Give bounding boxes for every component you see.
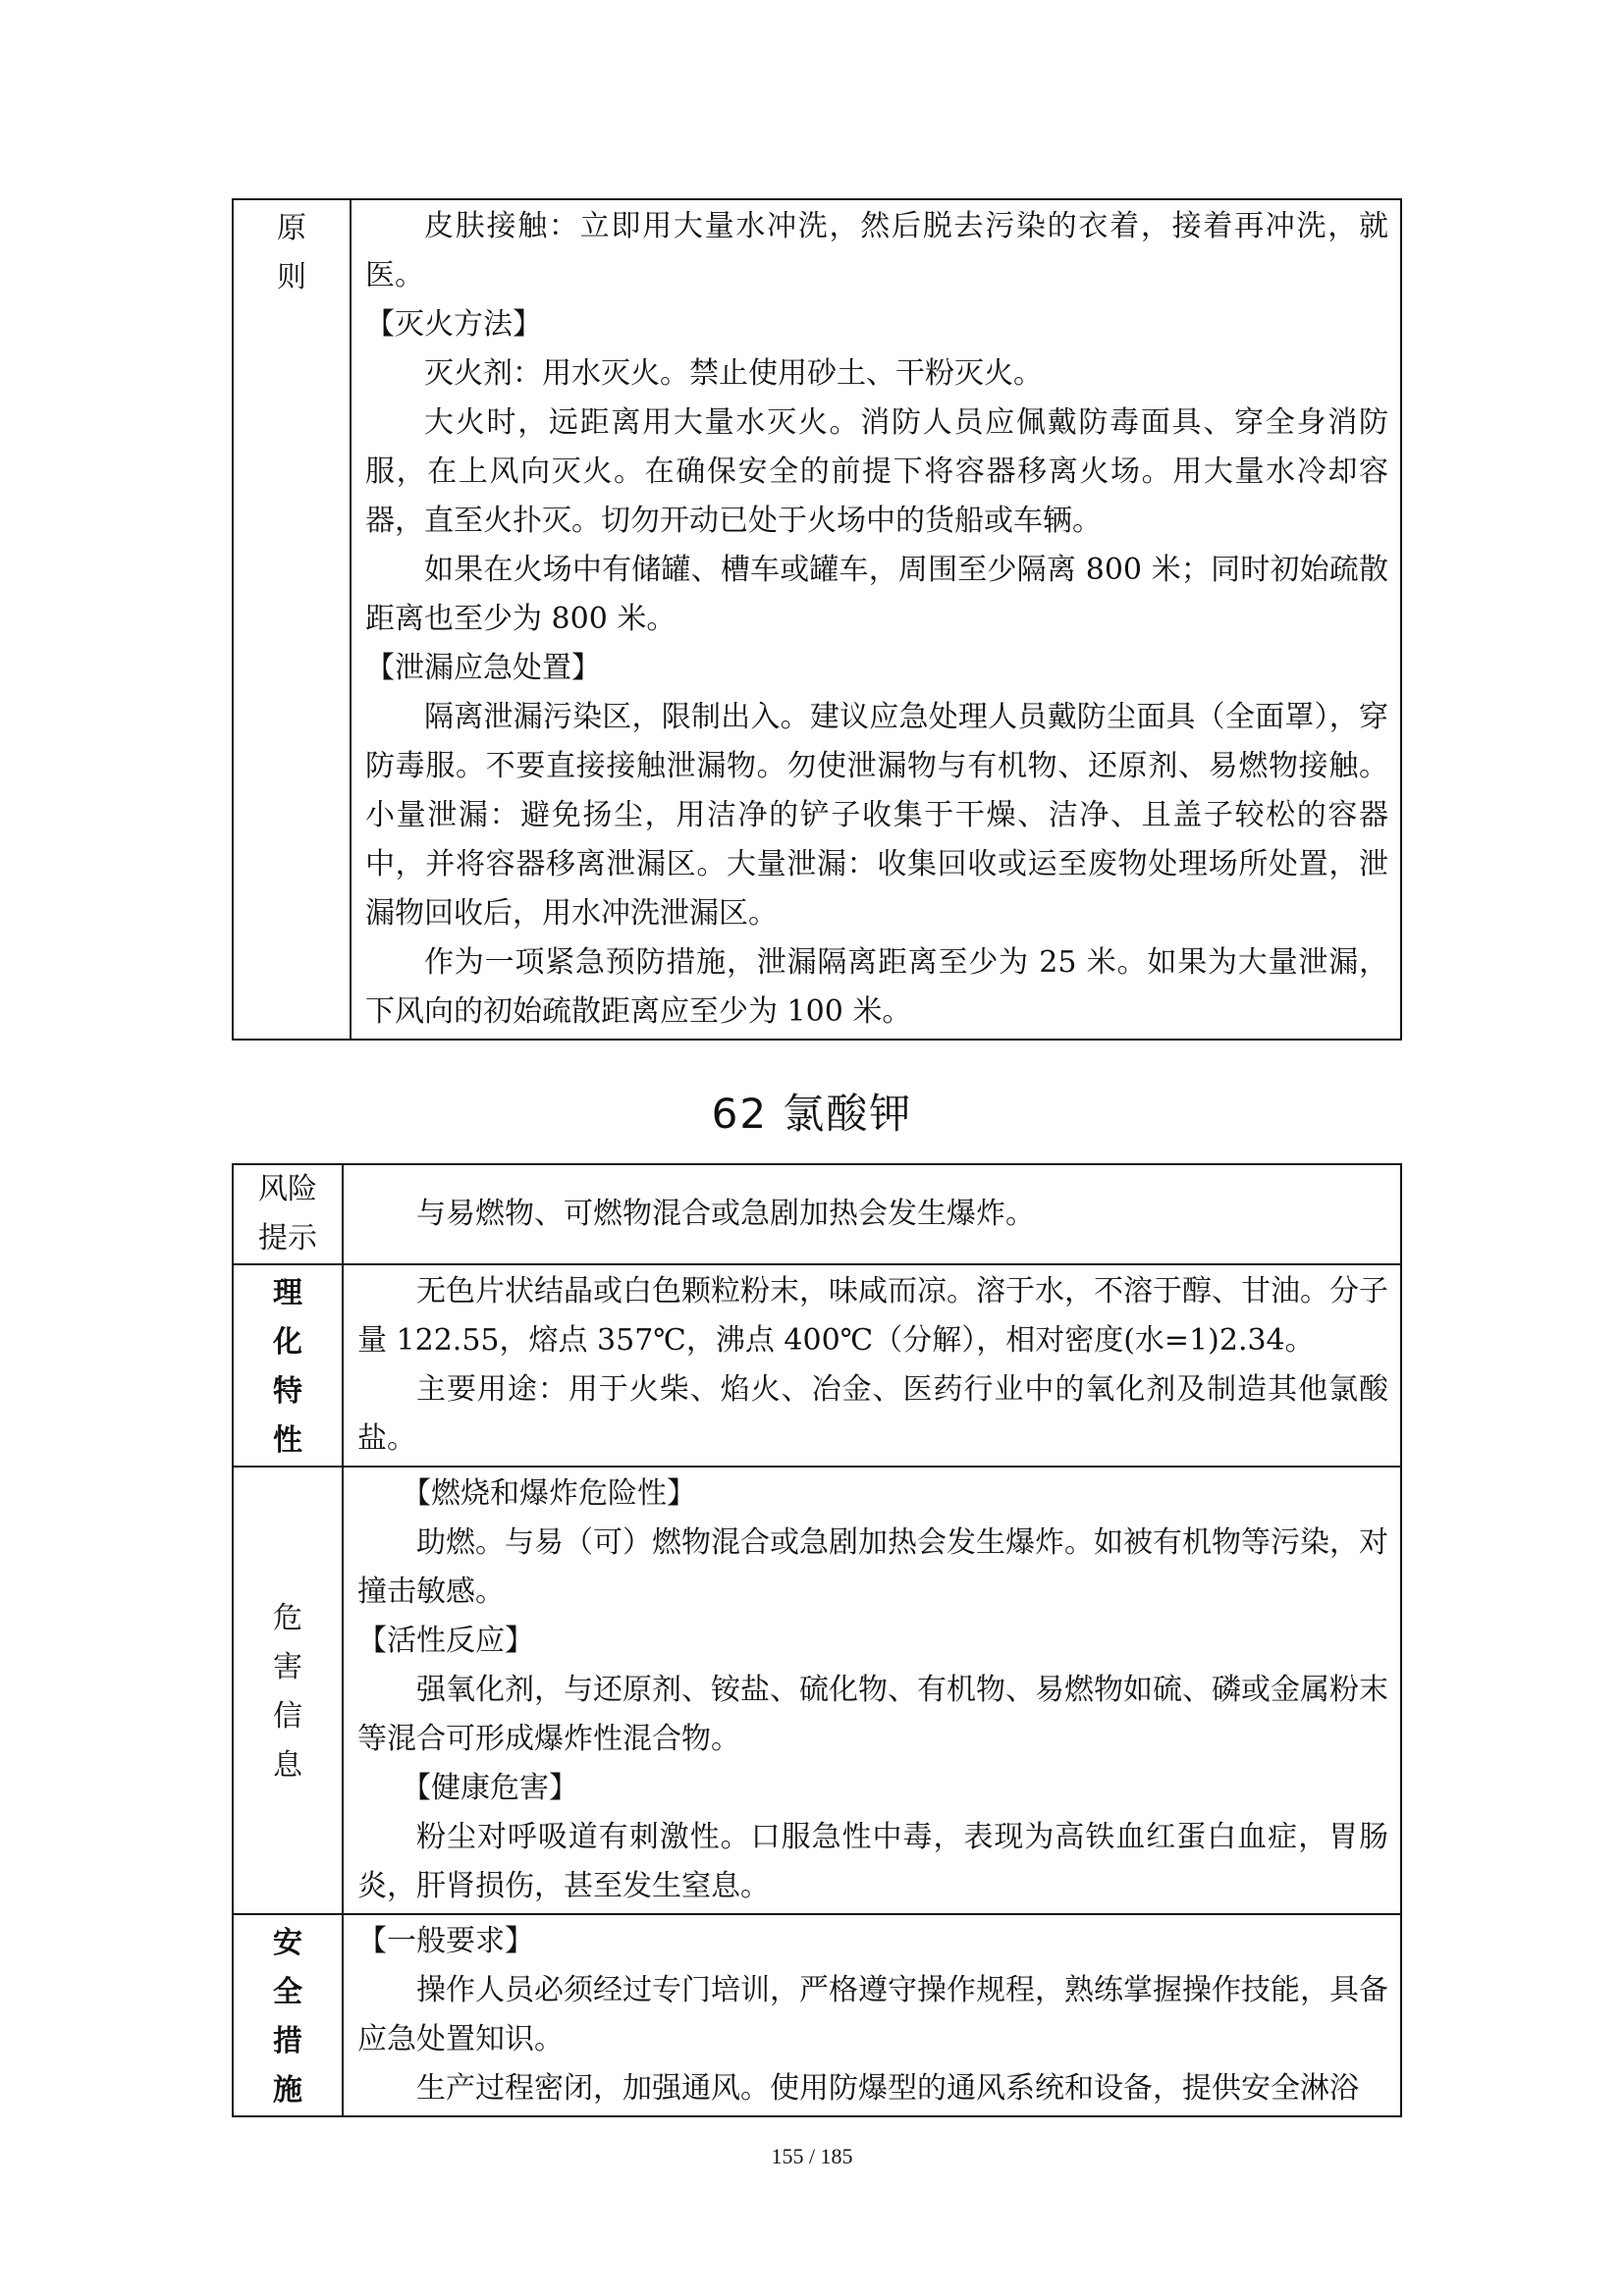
principles-row [233,199,1401,1040]
category-char: 害 [273,1650,302,1684]
category-char: 措 [273,2024,302,2058]
chemical-title: 62 氯酸钾 [711,1090,913,1138]
paragraph: 皮肤接触：立即用大量水冲洗，然后脱去污染的衣着，接着再冲洗，就医。 [365,209,1388,293]
category-cell-physicochemical [233,1264,343,1467]
category-cell-safety-measures [233,1914,343,2116]
section-heading: 【一般要求】 [357,1924,534,1958]
paragraph: 作为一项紧急预防措施，泄漏隔离距离至少为 25 米。如果为大量泄漏，下风向的初始疏散距离应至少为 100 米。 [365,945,1388,1029]
paragraph: 如果在火场中有储罐、槽车或罐车，周围至少隔离 800 米；同时初始疏散距离也至少为 800 米。 [365,553,1388,636]
principles-table [232,198,1402,1041]
category-char: 性 [273,1423,302,1458]
category-char: 原 [277,211,306,245]
category-char: 风险 [258,1172,317,1206]
paragraph: 强氧化剂，与还原剂、铵盐、硫化物、有机物、易燃物如硫、磷或金属粉末等混合可形成爆炸性混合物。 [357,1673,1388,1756]
category-char: 则 [277,260,306,294]
row-hazard-info [233,1467,1401,1914]
category-char: 安 [273,1926,302,1960]
chemical-info-table [232,1163,1402,2117]
paragraph: 灭火剂：用水灭火。禁止使用砂土、干粉灭火。 [424,356,1043,391]
row-risk-hint [233,1164,1401,1264]
category-char: 特 [273,1374,302,1409]
section-heading: 【灭火方法】 [365,307,542,342]
paragraph: 大火时，远距离用大量水灭火。消防人员应佩戴防毒面具、穿全身消防服，在上风向灭火。在确保安全的前提下将容器移离火场。用大量水冷却容器，直至火扑灭。切勿开动已处于火场中的货船或车辆。 [365,405,1388,538]
category-char: 息 [273,1748,302,1783]
row-physicochemical [233,1264,1401,1467]
content-cell-physicochemical [343,1264,1401,1467]
category-char: 施 [273,2073,302,2108]
paragraph: 助燃。与易（可）燃物混合或急剧加热会发生爆炸。如被有机物等污染，对撞击敏感。 [357,1525,1388,1609]
category-char: 理 [273,1276,302,1310]
category-char: 全 [273,1975,302,2009]
principles-category-cell [233,199,351,1040]
content-cell-safety-measures [343,1914,1401,2116]
category-cell-risk-hint [233,1164,343,1264]
paragraph: 主要用途：用于火柴、焰火、冶金、医药行业中的氧化剂及制造其他氯酸盐。 [357,1372,1388,1456]
category-char: 信 [273,1699,302,1734]
category-cell-hazard-info [233,1467,343,1914]
content-cell-hazard-info [343,1467,1401,1914]
paragraph: 生产过程密闭，加强通风。使用防爆型的通风系统和设备，提供安全淋浴 [416,2071,1359,2106]
paragraph: 与易燃物、可燃物混合或急剧加热会发生爆炸。 [416,1197,1035,1231]
principles-content-cell [351,199,1401,1040]
category-char: 化 [273,1325,302,1360]
section-heading: 【健康危害】 [402,1771,578,1805]
paragraph: 隔离泄漏污染区，限制出入。建议应急处理人员戴防尘面具（全面罩），穿防毒服。不要直接接触泄漏物。勿使泄漏物与有机物、还原剂、易燃物接触。小量泄漏：避免扬尘，用洁净的铲子收集于干燥、洁净、且盖子较松的容器中，并将容器移离泄漏区。大量泄漏：收集回收或运至废物处理场所处置，泄漏物回收后，用水冲洗泄漏区。 [365,700,1388,931]
paragraph: 操作人员必须经过专门培训，严格遵守操作规程，熟练掌握操作技能，具备应急处置知识。 [357,1973,1388,2056]
section-heading: 【活性反应】 [357,1624,534,1658]
paragraph: 粉尘对呼吸道有刺激性。口服急性中毒，表现为高铁血红蛋白血症，胃肠炎，肝肾损伤，甚至发生窒息。 [357,1820,1388,1903]
section-heading: 【燃烧和爆炸危险性】 [402,1476,696,1511]
row-safety-measures [233,1914,1401,2116]
paragraph: 无色片状结晶或白色颗粒粉末，味咸而凉。溶于水，不溶于醇、甘油。分子量 122.55，熔点 357℃，沸点 400℃（分解），相对密度(水=1)2.34。 [357,1274,1388,1358]
page-number: 155 / 185 [771,2144,853,2168]
category-char: 提示 [258,1221,317,1255]
category-char: 危 [273,1601,302,1635]
content-cell-risk-hint [343,1164,1401,1264]
section-heading: 【泄漏应急处置】 [365,651,601,685]
